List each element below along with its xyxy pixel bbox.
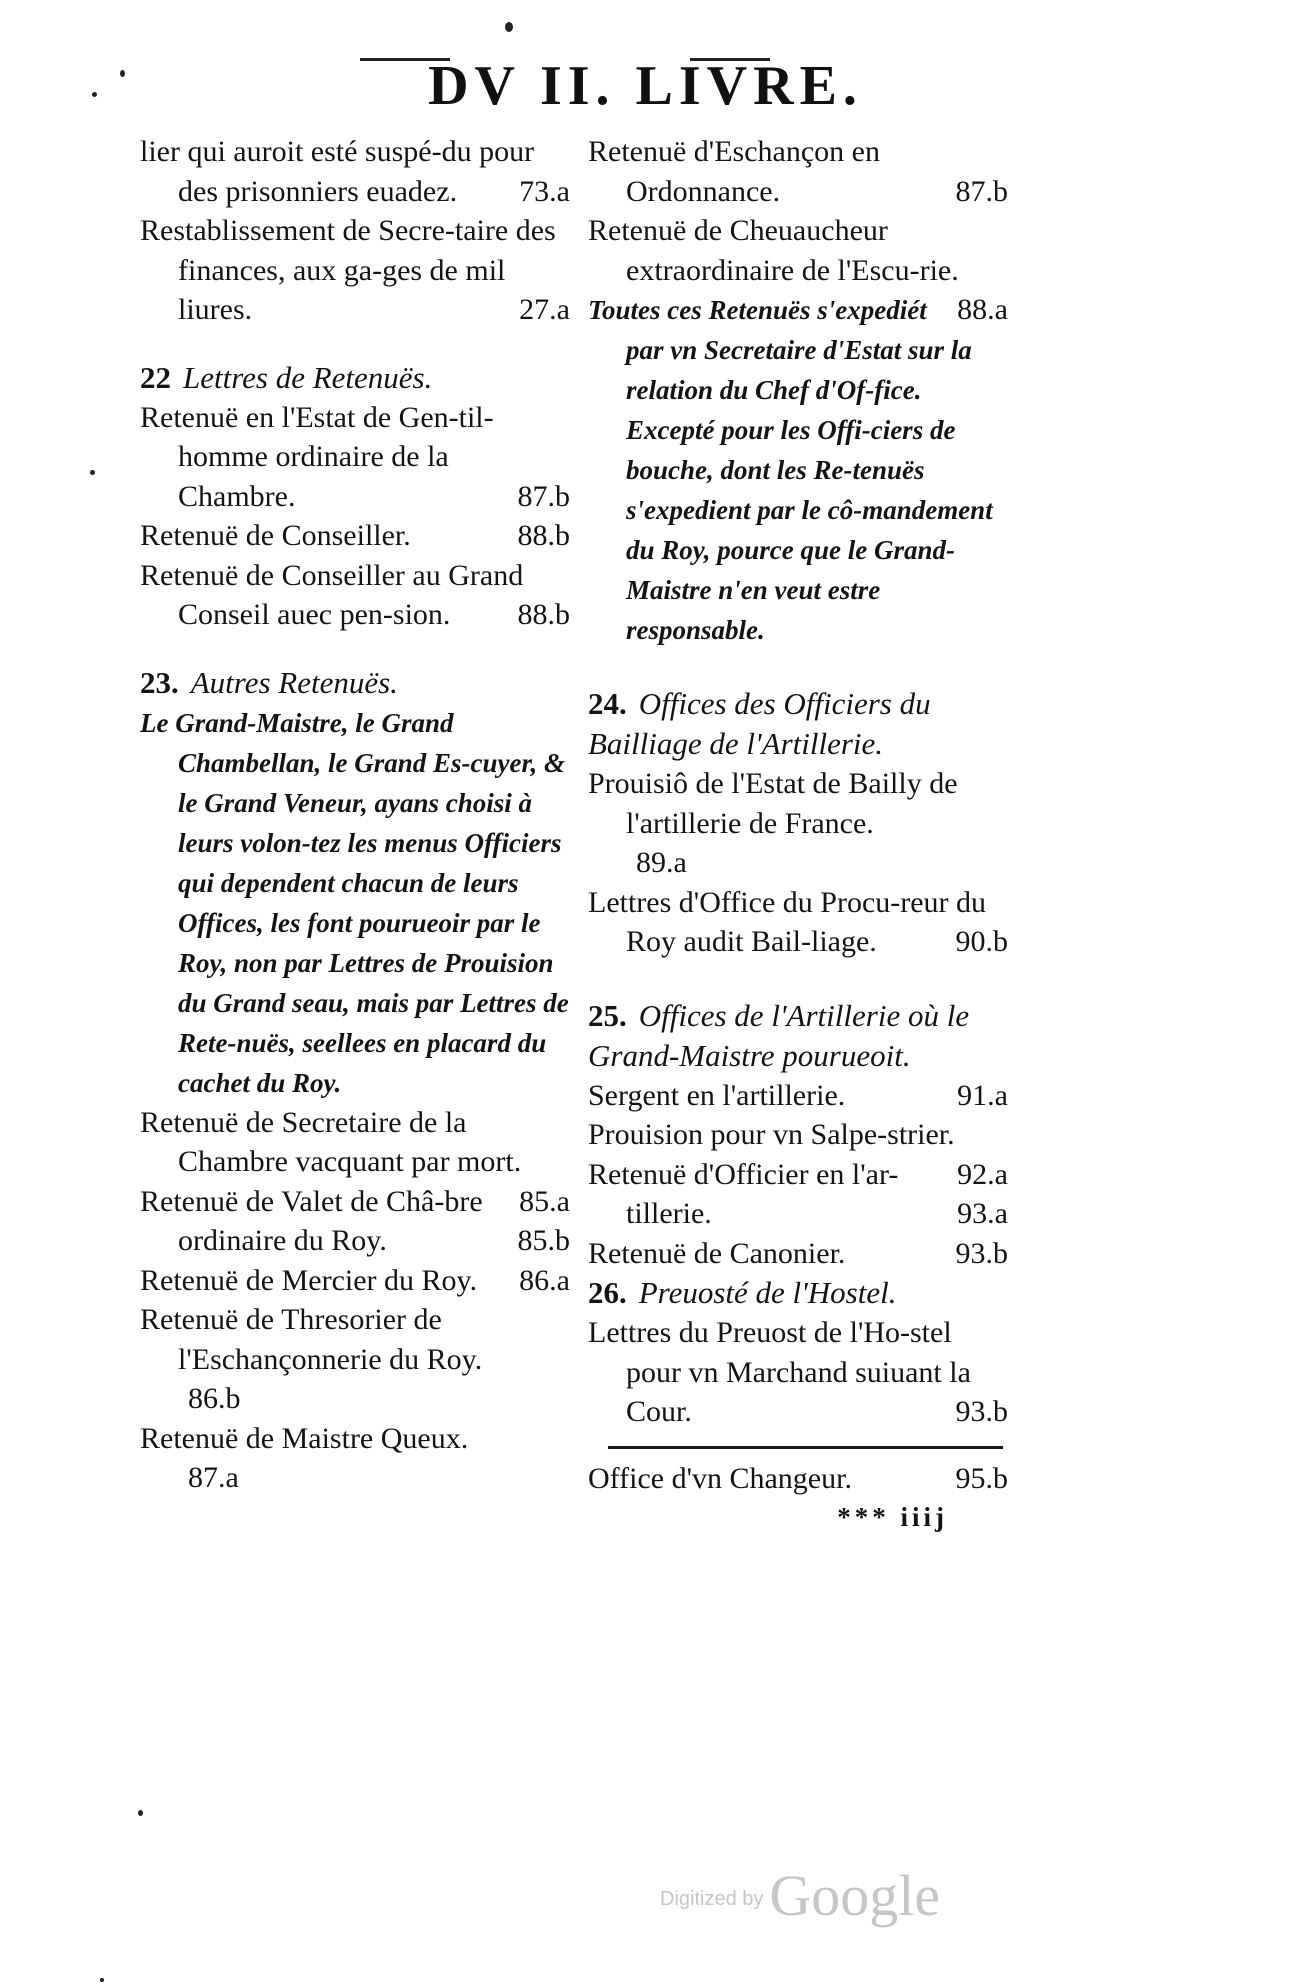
scan-speck [138,1810,143,1816]
scan-speck [120,70,125,77]
scan-speck [90,470,95,475]
scan-speck [100,1978,104,1982]
folio-ref: 93.b [955,1395,1008,1428]
folio-ref: 87.b [955,174,1008,208]
folio-ref: 90.b [955,925,1008,958]
section-heading: 24. Offices des Officiers du Bailliage de l'Artillerie. [588,686,931,761]
folio-ref: 89.a [636,846,687,879]
index-entry: Retenuë de Maistre Queux. 87.a [140,1419,570,1498]
scan-speck [505,22,513,32]
folio-ref: 93.a [957,1197,1008,1230]
index-entry: Retenuë de Thresorier de l'Eschançonnerie du Roy. 86.b [140,1300,570,1419]
right-column [588,132,1008,1533]
italic-note: Toutes ces Retenuës s'expediét par vn Secretaire d'Estat sur la relation du Chef d'Of-fice. Excepté pour les Offi-ciers de bouche, dont les Re-tenuës s'expedient par le cô-mandement du Roy, pource que le Grand-Maistre n'en veut estre responsable. [588,295,993,645]
index-entry: Retenuë de Canonier. 93.b [588,1234,1008,1274]
folio-ref: 85.a [519,1184,570,1218]
section-heading: 26. Preuosté de l'Hostel. [588,1275,897,1310]
index-entry: Retenuë d'Eschançon en Ordonnance. 87.b [588,132,1008,211]
folio-ref: 86.a [519,1263,570,1297]
index-entry: Retenuë de Mercier du Roy. 86.a [140,1261,570,1301]
folio-ref: 87.a [188,1461,239,1494]
running-header: DV II. LIVRE. [428,55,863,117]
index-entry: Sergent en l'artillerie. 91.a [588,1076,1008,1116]
folio-ref: 92.a [957,1157,1008,1191]
folio-ref: 95.b [955,1461,1008,1495]
index-entry: Retenuë de Valet de Châ-bre ordinaire du Roy. 85.b [140,1182,570,1261]
index-entry: Retenuë d'Officier en l'ar-tillerie. 93.a [588,1155,1008,1234]
section-heading: 25. Offices de l'Artillerie où le Grand-Maistre pourueoit. [588,997,970,1073]
section-heading: 23. Autres Retenuës. [140,664,398,700]
signature-mark: *** iiij [837,1502,948,1532]
index-entry: Lettres d'Office du Procu-reur du Roy audit Bail-liage. 90.b [588,883,1008,962]
index-entry: Retenuë de Secretaire de la Chambre vacquant par mort. 85.a [140,1103,570,1182]
italic-note: Le Grand-Maistre, le Grand Chambellan, le Grand Es-cuyer, & le Grand Veneur, ayans choisi à leurs volon-tez les menus Officiers qui dependent chacun de leurs Offices, les font pourueoir par le Roy, non par Lettres de Prouision du Grand seau, mais par Lettres de Rete-nuës, seellees en placard du cachet du Roy. [140,707,569,1098]
folio-ref: 86.b [188,1382,241,1415]
index-entry: Retenuë de Cheuaucheur extraordinaire de l'Escu-rie. 88.a [588,211,1008,290]
digitization-watermark: Digitized by Google [660,1863,941,1928]
folio-ref: 88.b [517,519,570,552]
folio-ref: 85.b [517,1224,570,1257]
folio-ref: 73.a [519,174,570,208]
folio-ref: 87.b [517,479,570,513]
index-entry: Retenuë en l'Estat de Gen-til-homme ordinaire de la Chambre. 87.b [140,398,570,517]
index-entry: Retenuë de Conseiller. 88.b [140,516,570,556]
horizontal-rule [608,1446,1003,1449]
section-heading: 22 Lettres de Retenuës. [140,359,433,395]
index-entry: Prouisiô de l'Estat de Bailly de l'artillerie de France. 89.a [588,764,1008,883]
google-logo: Google [769,1863,941,1928]
index-entry: Retenuë de Conseiller au Grand Conseil auec pen-sion. 88.b [140,556,570,635]
folio-ref: 93.b [955,1236,1008,1270]
left-column [140,132,570,1498]
index-entry: Prouision pour vn Salpe-strier. 92.a [588,1115,1008,1155]
folio-ref: 27.a [519,293,570,326]
index-entry: Office d'vn Changeur. 95.b [588,1459,1008,1499]
folio-ref: 88.b [517,598,570,631]
folio-ref: 91.a [957,1078,1008,1112]
folio-ref: 88.a [957,293,1008,326]
scan-speck [92,92,97,97]
index-entry: lier qui auroit esté suspé-du pour des prisonniers euadez. 73.a [140,132,570,211]
index-entry: Lettres du Preuost de l'Ho-stel pour vn Marchand suiuant la Cour. 93.b [588,1313,1008,1432]
index-entry: Restablissement de Secre-taire des finances, aux ga-ges de mil liures. 27.a [140,211,570,330]
